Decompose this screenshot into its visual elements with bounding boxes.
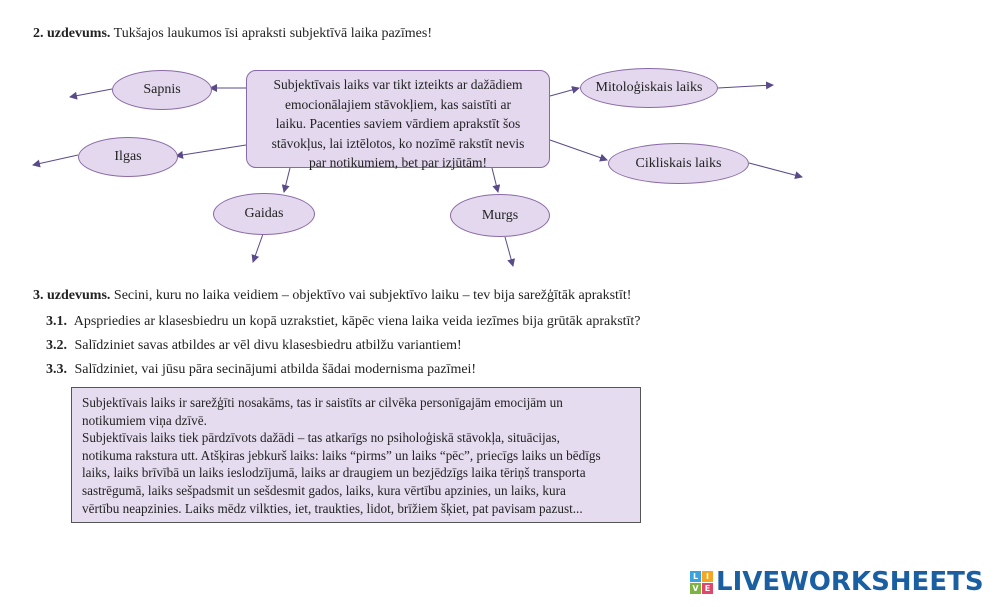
- node-cikliskais-label: Cikliskais laiks: [635, 155, 722, 171]
- subtask-3-1: [46, 314, 641, 330]
- node-mitologiskais-laiks: [580, 68, 718, 108]
- task-3-number: 3. uzdevums.: [33, 288, 111, 303]
- subtask-text: Salīdziniet savas atbildes ar vēl divu klasesbiedru atbilžu variantiem!: [74, 338, 462, 353]
- logo-tiles-icon: [690, 571, 713, 594]
- arrow-ilgas-out: [33, 155, 78, 165]
- center-line: Subjektīvais laiks var tikt izteikts ar dažādiem: [273, 77, 523, 92]
- arrow-center-to-ilgas: [176, 145, 246, 156]
- modernism-text-box: [71, 387, 641, 523]
- subtask-3-3: [46, 362, 476, 378]
- textbox-line: notikuma rakstura utt. Atšķiras jebkurš laiks: laiks “pirms” un laiks “pēc”, priecīgs laiks un bēdīgs: [82, 447, 601, 463]
- center-line: laiku. Pacenties saviem vārdiem aprakstīt šos: [275, 116, 521, 131]
- textbox-line: laiks, laiks brīvībā un laiks ieslodzījumā, laiks ar draugiem un bezjēdzīgs laika tēriņš transporta: [82, 465, 586, 481]
- subtask-text: Apspriedies ar klasesbiedru un kopā uzrakstiet, kāpēc viena laika veida iezīmes bija grūtāk aprakstīt?: [73, 314, 641, 329]
- task-2-number: 2. uzdevums.: [33, 26, 111, 41]
- center-concept-box: [246, 70, 550, 168]
- subtask-number: 3.2.: [46, 338, 67, 353]
- subtask-3-2: [46, 338, 462, 354]
- logo-tile: V: [690, 583, 701, 594]
- task-2-text: Tukšajos laukumos īsi apraksti subjektīvā laika pazīmes!: [113, 26, 432, 41]
- node-ilgas: [78, 137, 178, 177]
- logo-text: LIVEWORKSHEETS: [716, 567, 984, 597]
- textbox-line: Subjektīvais laiks ir sarežģīti nosakāms, tas ir saistīts ar cilvēka personīgajām emocijām un: [82, 395, 563, 410]
- textbox-line: sastrēgumā, laiks sešpadsmit un sešdesmit gados, laiks, kura vērtību apzinies, un laiks, kura: [82, 482, 566, 498]
- logo-tile: E: [702, 583, 713, 594]
- node-mitologiskais-label: Mitoloģiskais laiks: [595, 80, 703, 95]
- arrow-center-to-mitologiskais: [550, 88, 579, 96]
- textbox-line: vērtību neapzinies. Laiks mēdz vilkties, iet, traukties, lidot, brīžiem šķiet, pat pavisam pazust...: [82, 500, 583, 516]
- arrow-gaidas-out: [253, 234, 263, 262]
- subtask-text: Salīdziniet, vai jūsu pāra secinājumi atbilda šādai modernisma pazīmei!: [74, 362, 477, 377]
- node-sapnis: [112, 70, 212, 110]
- subtask-number: 3.3.: [46, 362, 67, 377]
- task-3-text: Secini, kuru no laika veidiem – objektīvo vai subjektīvo laiku – tev bija sarežģītāk aprakstīt!: [113, 288, 632, 303]
- subtask-number: 3.1.: [46, 314, 67, 329]
- arrow-murgs-out: [505, 237, 513, 266]
- node-murgs: [450, 194, 550, 237]
- textbox-line: notikumiem viņa dzīvē.: [82, 412, 207, 428]
- arrow-sapnis-out: [70, 89, 112, 97]
- node-murgs-label: Murgs: [481, 207, 519, 223]
- node-sapnis-label: Sapnis: [143, 82, 181, 97]
- logo-tile: L: [690, 571, 701, 582]
- node-cikliskais-laiks: [608, 143, 749, 184]
- arrow-cikliskais-out: [749, 163, 802, 177]
- task-3-heading: [33, 288, 631, 304]
- center-line: par notikumiem, bet par izjūtām!: [308, 155, 488, 170]
- textbox-line: Subjektīvais laiks tiek pārdzīvots dažādi – tas atkarīgs no psiholoģiskā stāvokļa, situācijas,: [82, 430, 560, 446]
- arrow-center-to-cikliskais: [550, 140, 607, 160]
- center-line: emocionālajiem stāvokļiem, kas saistīti ar: [284, 96, 512, 112]
- logo-tile: I: [702, 571, 713, 582]
- node-gaidas: [213, 193, 315, 235]
- node-gaidas-label: Gaidas: [244, 206, 284, 221]
- arrow-mitologiskais-out: [718, 85, 773, 88]
- liveworksheets-logo: [690, 567, 984, 597]
- node-ilgas-label: Ilgas: [114, 149, 142, 164]
- center-line: stāvokļus, lai iztēlotos, ko nozīmē rakstīt nevis: [271, 135, 525, 151]
